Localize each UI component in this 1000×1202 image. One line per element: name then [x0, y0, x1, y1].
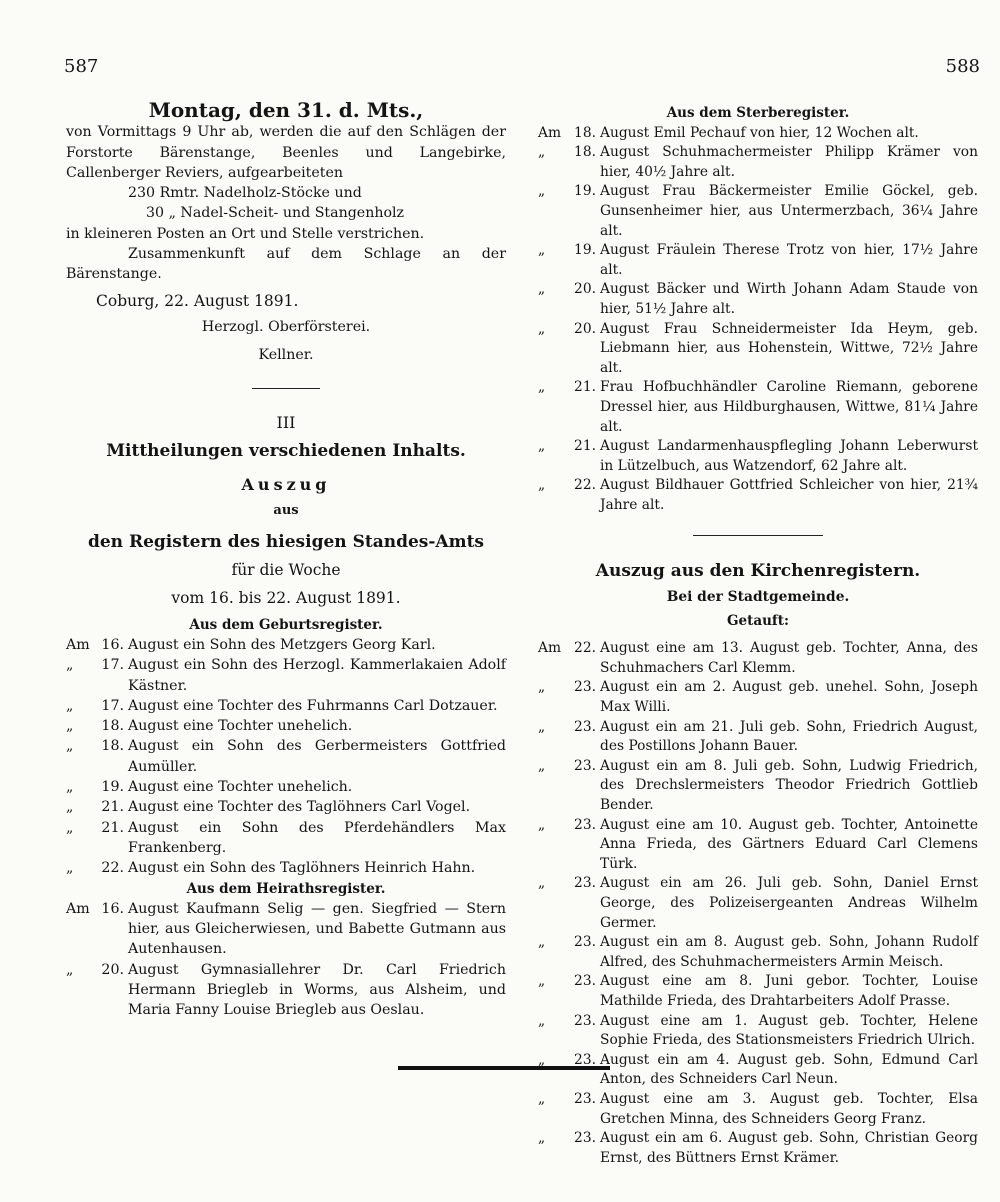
entry-prefix: „ [538, 875, 546, 892]
entry-date [538, 476, 596, 496]
notice-item-stumps: 230 Rmtr. Nadelholz-Stöcke und [128, 185, 362, 202]
register-entry [538, 678, 978, 717]
entry-day: 18. [101, 718, 124, 735]
entry-date [66, 655, 124, 675]
entry-prefix: „ [538, 1012, 546, 1029]
entry-text: August Schuhmachermeister Philipp Krämer von hier, 40½ Jahre alt. [600, 144, 978, 180]
section-number: III [276, 412, 296, 432]
entry-day: 23. [574, 1130, 596, 1147]
entry-prefix: „ [538, 816, 546, 833]
entry-prefix: „ [66, 860, 74, 877]
entry-date [66, 635, 124, 655]
register-entry [66, 696, 506, 716]
deaths-title: Aus dem Sterberegister. [666, 105, 850, 121]
entry-day: 23. [574, 816, 596, 833]
entry-text: August Bildhauer Gottfried Schleicher von hier, 21¾ Jahre alt. [600, 477, 978, 513]
entry-prefix: Am [538, 640, 562, 657]
entry-text: August ein Sohn des Gerbermeisters Gottfried Aumüller. [128, 738, 506, 775]
entry-date [66, 818, 124, 838]
entry-day: 20. [101, 961, 124, 978]
entry-text: Frau Hofbuchhändler Caroline Riemann, geborene Dressel hier, aus Hildburghausen, Wittwe, 81¼ Jahre alt. [600, 379, 978, 435]
entry-prefix: „ [66, 697, 74, 714]
auction-notice [66, 100, 506, 366]
entry-date [66, 716, 124, 736]
register-entry [66, 736, 506, 777]
register-entry [538, 320, 978, 379]
entry-day: 22. [574, 477, 596, 494]
register-entry [538, 182, 978, 241]
page-number-right: 588 [945, 56, 980, 77]
entry-prefix: „ [538, 757, 546, 774]
entry-prefix: „ [538, 973, 546, 990]
entry-prefix: „ [538, 1130, 546, 1147]
entry-date [538, 437, 596, 457]
entry-text: August ein am 6. August geb. Sohn, Christian Georg Ernst, des Büttners Ernst Krämer. [600, 1130, 978, 1166]
register-entry [538, 124, 978, 144]
register-entry [66, 818, 506, 859]
register-entry [538, 378, 978, 437]
register-entry [66, 635, 506, 655]
entry-text: August ein am 4. August geb. Sohn, Edmund Carl Anton, des Schneiders Carl Neun. [600, 1051, 978, 1088]
marriages-list [66, 899, 506, 1021]
entry-prefix: Am [66, 900, 90, 917]
register-entry [538, 1129, 978, 1168]
extract-registers: den Registern des hiesigen Standes-Amts [87, 531, 484, 552]
entry-text: August eine Tochter des Taglöhners Carl Vogel. [128, 799, 471, 816]
entry-date [66, 858, 124, 878]
entry-prefix: „ [66, 738, 74, 755]
entry-day: 22. [574, 640, 596, 657]
entry-date [538, 124, 596, 144]
entry-day: 17. [101, 657, 124, 674]
register-entry [538, 718, 978, 757]
entry-prefix: „ [538, 281, 546, 298]
entry-day: 21. [101, 799, 124, 816]
entry-date [538, 874, 596, 894]
entry-day: 21. [101, 819, 124, 836]
notice-body: von Vormittags 9 Uhr ab, werden die auf den Schlägen der Forstorte Bärenstange, Beenles und Langebirke, Callenberger Reviers, aufgearbeiteten [66, 124, 506, 181]
entry-day: 18. [574, 124, 596, 141]
entry-text: August Landarmenhauspflegling Johann Leberwurst in Lützelbuch, aus Watzendorf, 62 Jahre alt. [600, 438, 978, 474]
entry-text: August ein am 26. Juli geb. Sohn, Daniel Ernst George, des Polizeisergeanten Andreas Wilhelm Germer. [600, 875, 978, 931]
entry-text: August ein am 8. August geb. Sohn, Johann Rudolf Alfred, des Schuhmachermeisters Armin Meisch. [600, 934, 978, 970]
entry-date [66, 797, 124, 817]
entry-date [66, 899, 124, 919]
entry-text: August Bäcker und Wirth Johann Adam Staude von hier, 51½ Jahre alt. [600, 281, 978, 317]
entry-text: August Fräulein Therese Trotz von hier, 17½ Jahre alt. [600, 242, 978, 278]
divider [693, 535, 823, 536]
entry-day: 23. [574, 1090, 596, 1107]
register-entry [66, 858, 506, 878]
entry-prefix: „ [538, 1090, 546, 1107]
entry-prefix: „ [538, 477, 546, 494]
entry-prefix: „ [538, 438, 546, 455]
page-number-left: 587 [64, 56, 99, 77]
entry-day: 16. [101, 900, 124, 917]
entry-date [538, 280, 596, 300]
register-entry [538, 1090, 978, 1129]
entry-prefix: „ [538, 679, 546, 696]
notice-heading: Montag, den 31. d. Mts., [148, 98, 424, 122]
section-title: Mittheilungen verschiedenen Inhalts. [106, 440, 466, 461]
entry-prefix: „ [66, 718, 74, 735]
entry-text: August eine Tochter des Fuhrmanns Carl Dotzauer. [128, 697, 498, 714]
entry-text: August eine am 3. August geb. Tochter, Elsa Gretchen Minna, des Schneiders Georg Franz. [600, 1090, 978, 1127]
entry-day: 23. [574, 718, 596, 735]
register-entry [66, 797, 506, 817]
baptized-title: Getauft: [727, 612, 789, 629]
page-bottom-rule [398, 1066, 610, 1070]
entry-day: 23. [574, 757, 596, 774]
register-entry [538, 639, 978, 678]
entry-text: August ein am 8. Juli geb. Sohn, Ludwig Friedrich, des Drechslermeisters Theodor Friedrich Gottlieb Bender. [600, 757, 978, 813]
week-range: vom 16. bis 22. August 1891. [171, 589, 401, 608]
notice-item-wood: 30 „ Nadel-Scheit- und Stangenholz [146, 205, 405, 222]
entry-text: August Kaufmann Selig — gen. Siegfried — Stern hier, aus Gleicherwiesen, und Babette Gutmann aus Autenhausen. [128, 900, 506, 958]
week-label: für die Woche [231, 561, 341, 580]
entry-prefix: „ [66, 799, 74, 816]
register-entry [538, 280, 978, 319]
entry-text: August Emil Pechauf von hier, 12 Wochen alt. [600, 124, 919, 141]
entry-prefix: „ [538, 379, 546, 396]
register-entry [538, 437, 978, 476]
divider [252, 388, 320, 389]
entry-date [538, 718, 596, 738]
entry-text: August eine am 10. August geb. Tochter, Antoinette Anna Frieda, des Gärtners Eduard Carl Clemens Türk. [600, 816, 978, 872]
entry-prefix: „ [66, 819, 74, 836]
entry-day: 18. [574, 144, 596, 161]
church-title: Auszug aus den Kirchenregistern. [595, 561, 921, 582]
register-entry [538, 933, 978, 972]
register-entry [538, 241, 978, 280]
entry-prefix: „ [66, 657, 74, 674]
entry-date [538, 1090, 596, 1110]
entry-text: August eine am 8. Juni gebor. Tochter, Louise Mathilde Frieda, des Drahtarbeiters Adolf Prasse. [600, 973, 978, 1009]
entry-date [538, 320, 596, 340]
entry-text: August eine Tochter unehelich. [128, 718, 353, 735]
deaths-list [538, 124, 978, 516]
register-entry [66, 716, 506, 736]
entry-prefix: „ [538, 242, 546, 259]
entry-prefix: „ [538, 320, 546, 337]
notice-office: Herzogl. Oberförsterei. [201, 318, 371, 335]
register-entry [538, 476, 978, 515]
entry-text: August ein Sohn des Taglöhners Heinrich Hahn. [128, 860, 476, 877]
parish-title: Bei der Stadtgemeinde. [666, 589, 850, 606]
entry-date [66, 736, 124, 756]
entry-date [538, 757, 596, 777]
extract-aus: aus [273, 503, 299, 519]
entry-day: 17. [101, 697, 124, 714]
left-column [66, 100, 506, 1021]
entry-text: August eine Tochter unehelich. [128, 779, 353, 796]
births-list [66, 635, 506, 879]
entry-day: 23. [574, 1051, 596, 1068]
entry-date [538, 143, 596, 163]
notice-signer: Kellner. [258, 347, 314, 364]
notice-meeting: Zusammenkunft auf dem Schlage an der Bärenstange. [66, 246, 506, 283]
register-entry [66, 655, 506, 696]
register-entry [538, 816, 978, 875]
entry-date [538, 816, 596, 836]
entry-text: August eine am 1. August geb. Tochter, Helene Sophie Frieda, des Stationsmeisters Friedrich Ulrich. [600, 1012, 978, 1049]
entry-text: August Frau Schneidermeister Ida Heym, geb. Liebmann hier, aus Hohenstein, Wittwe, 72½ Jahre alt. [600, 320, 978, 376]
entry-date [538, 972, 596, 992]
entry-text: August ein am 2. August geb. unehel. Sohn, Joseph Max Willi. [600, 679, 978, 716]
baptisms-list [538, 639, 978, 1168]
entry-text: August ein Sohn des Pferdehändlers Max Frankenberg. [128, 819, 506, 856]
entry-day: 18. [101, 738, 124, 755]
entry-day: 21. [574, 379, 596, 396]
entry-prefix: „ [538, 144, 546, 161]
entry-date [66, 696, 124, 716]
entry-prefix: „ [538, 718, 546, 735]
entry-date [538, 678, 596, 698]
entry-date [538, 1012, 596, 1032]
entry-date [66, 960, 124, 980]
entry-day: 23. [574, 934, 596, 951]
entry-text: August ein Sohn des Metzgers Georg Karl. [128, 636, 436, 653]
entry-day: 16. [101, 636, 124, 653]
entry-day: 22. [101, 860, 124, 877]
entry-text: August Gymnasiallehrer Dr. Carl Friedrich Hermann Briegleb in Worms, aus Alsheim, und Maria Fanny Louise Briegleb aus Oeslau. [128, 961, 506, 1019]
entry-text: August eine am 13. August geb. Tochter, Anna, des Schuhmachers Carl Klemm. [600, 640, 978, 676]
register-entry [538, 143, 978, 182]
entry-prefix: Am [538, 124, 562, 141]
entry-text: August ein am 21. Juli geb. Sohn, Friedrich August, des Postillons Johann Bauer. [600, 718, 978, 755]
entry-date [538, 241, 596, 261]
entry-date [538, 182, 596, 202]
entry-prefix: „ [538, 1051, 546, 1068]
entry-prefix: „ [66, 961, 74, 978]
entry-prefix: „ [538, 183, 546, 200]
entry-prefix: Am [66, 636, 90, 653]
register-entry [66, 960, 506, 1021]
entry-day: 19. [574, 183, 596, 200]
marriages-title: Aus dem Heirathsregister. [186, 880, 386, 897]
entry-day: 23. [574, 973, 596, 990]
register-entry [66, 899, 506, 960]
entry-day: 21. [574, 438, 596, 455]
extract-title: Auszug [241, 475, 331, 495]
entry-prefix: „ [538, 934, 546, 951]
entry-text: August Frau Bäckermeister Emilie Göckel, geb. Gunsenheimer hier, aus Untermerzbach, 36¼ Jahre alt. [600, 183, 978, 239]
entry-prefix: „ [66, 779, 74, 796]
register-entry [66, 777, 506, 797]
entry-date [538, 933, 596, 953]
entry-date [66, 777, 124, 797]
entry-day: 19. [101, 779, 124, 796]
register-entry [538, 972, 978, 1011]
entry-date [538, 378, 596, 398]
register-entry [538, 874, 978, 933]
notice-item-wood-cont: in kleineren Posten an Ort und Stelle verstrichen. [66, 225, 425, 242]
entry-day: 20. [574, 320, 596, 337]
register-entry [538, 757, 978, 816]
entry-date [538, 1129, 596, 1149]
entry-day: 23. [574, 875, 596, 892]
notice-place-date: Coburg, 22. August 1891. [96, 291, 299, 310]
register-entry [538, 1051, 978, 1090]
births-title: Aus dem Geburtsregister. [189, 616, 383, 633]
entry-day: 20. [574, 281, 596, 298]
entry-day: 19. [574, 242, 596, 259]
entry-date [538, 639, 596, 659]
right-column [538, 104, 978, 1168]
entry-text: August ein Sohn des Herzogl. Kammerlakaien Adolf Kästner. [128, 657, 506, 694]
entry-day: 23. [574, 679, 596, 696]
entry-day: 23. [574, 1012, 596, 1029]
register-entry [538, 1012, 978, 1051]
